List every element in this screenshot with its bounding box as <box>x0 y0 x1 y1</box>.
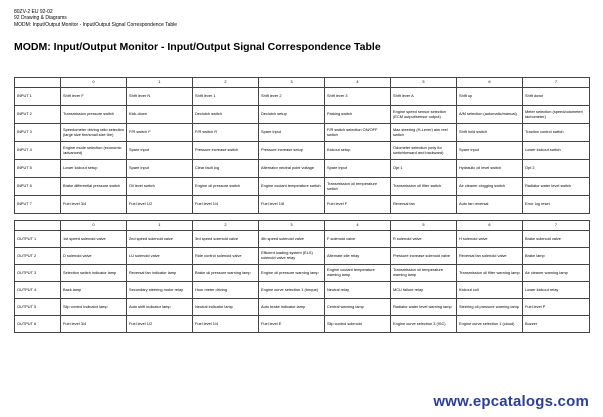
signal-cell: F solenoid valve <box>325 231 391 248</box>
signal-cell: Clear fault log <box>193 160 259 178</box>
signal-cell: Reversal fan solenoid valve <box>457 248 523 265</box>
signal-cell: Error log reset <box>523 196 590 214</box>
signal-cell: Kickout coil <box>457 282 523 299</box>
signal-cell: Lower kickout switch <box>523 142 590 160</box>
table-row <box>15 231 590 248</box>
signal-cell: Shift lever N <box>127 88 193 106</box>
signal-cell: Auto shift indicator lamp <box>127 299 193 316</box>
table-row <box>15 124 590 142</box>
signal-cell: Reversal fan <box>391 196 457 214</box>
signal-cell: Engine speed sensor selection (ECM output/sensor output) <box>391 106 457 124</box>
signal-cell: Fuel level 1/4 <box>193 196 259 214</box>
signal-cell: Reversal fan indicator lamp <box>127 265 193 282</box>
column-header: 1 <box>127 78 193 88</box>
row-label: INPUT 5 <box>15 160 61 178</box>
signal-cell: Engine coolant temperature warning lamp <box>325 265 391 282</box>
document-header <box>14 9 177 28</box>
signal-cell: Transmission pressure switch <box>61 106 127 124</box>
signal-cell: Fuel level 1/2 <box>127 196 193 214</box>
signal-cell: Central warning lamp <box>325 299 391 316</box>
header-line-2: 92 Drawing & Diagrams <box>14 15 67 22</box>
signal-cell: Fuel level 1/4 <box>193 316 259 333</box>
signal-cell: Fuel level 1/8 <box>259 196 325 214</box>
signal-cell: Meter selection (speed/odometer/ tachometer) <box>523 106 590 124</box>
header-line-3: MODM: Input/Output Monitor - Input/Output Signal Correspondence Table <box>14 21 178 28</box>
signal-cell: Auto fan reversal <box>457 196 523 214</box>
signal-cell: Speedometer driving ratio selection (large size tire/small size tire) <box>61 124 127 142</box>
signal-cell: Kickout setup <box>325 142 391 160</box>
signal-cell: Transmission oil temperature switch <box>325 178 391 196</box>
signal-cell: Lower kickout relay <box>523 282 590 299</box>
signal-cell: Kick-down <box>127 106 193 124</box>
signal-cell: Spare input <box>325 160 391 178</box>
table-row <box>15 282 590 299</box>
signal-cell: Shift lever A <box>391 88 457 106</box>
signal-cell: Ride control solenoid valve <box>193 248 259 265</box>
signal-cell: Shift lever 1 <box>193 88 259 106</box>
column-header: 6 <box>457 78 523 88</box>
signal-cell: Lower kickout setup <box>61 160 127 178</box>
row-label: OUTPUT 5 <box>15 299 61 316</box>
signal-cell: H solenoid valve <box>457 231 523 248</box>
signal-cell: Radiator water level warning lamp <box>391 299 457 316</box>
signal-cell: Efficient loading system (ELS) solenoid valve relay <box>259 248 325 265</box>
header-line-1: 80ZV-2 EU 92-02 <box>14 9 53 15</box>
signal-cell: Fuel level 1/2 <box>127 316 193 333</box>
table-row <box>15 265 590 282</box>
signal-cell: Spare input <box>127 160 193 178</box>
signal-cell: Alternator neutral point voltage <box>259 160 325 178</box>
row-label: OUTPUT 4 <box>15 282 61 299</box>
signal-cell: Hour meter driving <box>193 282 259 299</box>
signal-cell: F/R switch selection ON/OFF switch <box>325 124 391 142</box>
signal-cell: 1st speed solenoid valve <box>61 231 127 248</box>
signal-cell: Pressure increase switch <box>193 142 259 160</box>
row-label: INPUT 6 <box>15 178 61 196</box>
row-label: OUTPUT 3 <box>15 265 61 282</box>
row-label: INPUT 7 <box>15 196 61 214</box>
column-header: 2 <box>193 78 259 88</box>
signal-cell: F/R switch F <box>127 124 193 142</box>
signal-cell: Neutral relay <box>325 282 391 299</box>
column-header: 7 <box>523 78 590 88</box>
signal-cell: Slip control solenoid <box>325 316 391 333</box>
table-row <box>15 196 590 214</box>
column-header: 4 <box>325 78 391 88</box>
signal-cell: 4th speed solenoid valve <box>259 231 325 248</box>
row-label: OUTPUT 2 <box>15 248 61 265</box>
row-label: INPUT 3 <box>15 124 61 142</box>
signal-cell: Transmission oil filter switch <box>391 178 457 196</box>
signal-cell: Fuel level 3/4 <box>61 196 127 214</box>
column-header: 0 <box>61 78 127 88</box>
column-header: 3 <box>259 78 325 88</box>
signal-cell: Declutch switch <box>193 106 259 124</box>
signal-cell: Air cleaner warning lamp <box>523 265 590 282</box>
table-row <box>15 142 590 160</box>
input-signal-table <box>14 77 590 214</box>
signal-cell: Alternate idle relay <box>325 248 391 265</box>
table-row <box>15 178 590 196</box>
signal-cell: Radiator water level switch <box>523 178 590 196</box>
signal-cell: Fuel level 3/4 <box>61 316 127 333</box>
signal-cell: Odometer selection (only for switchforward and backward) <box>391 142 457 160</box>
table-row <box>15 106 590 124</box>
header-corner-cell <box>15 78 61 88</box>
column-header: 3 <box>259 221 325 231</box>
signal-cell: Max steering (H-Lever) aim reel switch <box>391 124 457 142</box>
table-header-row <box>15 221 590 231</box>
signal-cell: 2nd speed solenoid valve <box>127 231 193 248</box>
signal-cell: Auto brake indicator lamp <box>259 299 325 316</box>
signal-cell: Oil level switch <box>127 178 193 196</box>
signal-cell: Engine coolant temperature switch <box>259 178 325 196</box>
row-label: OUTPUT 1 <box>15 231 61 248</box>
signal-cell: Spare input <box>259 124 325 142</box>
table-row <box>15 316 590 333</box>
signal-cell: Engine curve selection 3 (ISC) <box>391 316 457 333</box>
signal-cell: Opt 1 <box>391 160 457 178</box>
signal-cell: Engine mode selection (economic /advanced) <box>61 142 127 160</box>
column-header: 7 <box>523 221 590 231</box>
signal-cell: Engine oil pressure switch <box>193 178 259 196</box>
row-label: INPUT 1 <box>15 88 61 106</box>
column-header: 6 <box>457 221 523 231</box>
signal-cell: Traction control switch <box>523 124 590 142</box>
row-label: INPUT 4 <box>15 142 61 160</box>
signal-cell: Engine curve selection 1 (torque) <box>259 282 325 299</box>
signal-cell: Brake lamp <box>523 248 590 265</box>
signal-cell: LU solenoid valve <box>127 248 193 265</box>
column-header: 5 <box>391 221 457 231</box>
signal-cell: Shift lever 2 <box>259 88 325 106</box>
signal-cell: Hydraulic oil level switch <box>457 160 523 178</box>
signal-cell: Shift hold switch <box>457 124 523 142</box>
signal-cell: Pressure increase solenoid valve <box>391 248 457 265</box>
signal-cell: Engine curve selection 1 (cloud) <box>457 316 523 333</box>
signal-cell: Spare input <box>457 142 523 160</box>
signal-cell: Transmission oil temperature warning lamp <box>391 265 457 282</box>
signal-cell: Fuel level E <box>259 316 325 333</box>
signal-cell: Engine oil pressure warning lamp <box>259 265 325 282</box>
signal-cell: Neutral indicator lamp <box>193 299 259 316</box>
table-header-row <box>15 78 590 88</box>
column-header: 5 <box>391 78 457 88</box>
page-title: MODM: Input/Output Monitor - Input/Output Signal Correspondence Table <box>14 41 381 53</box>
signal-cell: Slip control indicator lamp <box>61 299 127 316</box>
table-body <box>15 88 590 214</box>
row-label: OUTPUT 6 <box>15 316 61 333</box>
signal-cell: Shift lever F <box>61 88 127 106</box>
output-signal-table <box>14 220 590 333</box>
table-row <box>15 160 590 178</box>
signal-cell: Declutch setup <box>259 106 325 124</box>
signal-cell: F/R switch R <box>193 124 259 142</box>
signal-cell: Fuel level P <box>523 299 590 316</box>
column-header: 4 <box>325 221 391 231</box>
signal-cell: Selection switch indicator lamp <box>61 265 127 282</box>
watermark-url: www.epcatalogs.com <box>433 393 589 410</box>
signal-cell: Fuel level F <box>325 196 391 214</box>
signal-cell: Pressure increase setup <box>259 142 325 160</box>
row-label: INPUT 2 <box>15 106 61 124</box>
table-row <box>15 299 590 316</box>
signal-cell: 3rd speed solenoid valve <box>193 231 259 248</box>
signal-cell: Buzzer <box>523 316 590 333</box>
signal-cell: Parking switch <box>325 106 391 124</box>
signal-cell: MCU failure relay <box>391 282 457 299</box>
table-body <box>15 231 590 333</box>
signal-cell: D solenoid valve <box>61 248 127 265</box>
signal-cell: Secondary steering motor relay <box>127 282 193 299</box>
signal-cell: Shift up <box>457 88 523 106</box>
signal-cell: Opt 2 <box>523 160 590 178</box>
signal-cell: Steering oil pressure warning lamp <box>457 299 523 316</box>
signal-cell: Shift lever 3 <box>325 88 391 106</box>
column-header: 2 <box>193 221 259 231</box>
column-header: 1 <box>127 221 193 231</box>
signal-cell: Brake solenoid valve <box>523 231 590 248</box>
signal-cell: Brake oil pressure warning lamp <box>193 265 259 282</box>
header-corner-cell <box>15 221 61 231</box>
signal-cell: A/M selection (automatic/manual) <box>457 106 523 124</box>
signal-cell: Transmission oil filter warning lamp <box>457 265 523 282</box>
table-row <box>15 88 590 106</box>
signal-cell: Back lamp <box>61 282 127 299</box>
signal-cell: Brake differential pressure switch <box>61 178 127 196</box>
signal-cell: R solenoid valve <box>391 231 457 248</box>
signal-cell: Shift down <box>523 88 590 106</box>
table-row <box>15 248 590 265</box>
signal-cell: Spare input <box>127 142 193 160</box>
signal-cell: Air cleaner clogging switch <box>457 178 523 196</box>
column-header: 0 <box>61 221 127 231</box>
